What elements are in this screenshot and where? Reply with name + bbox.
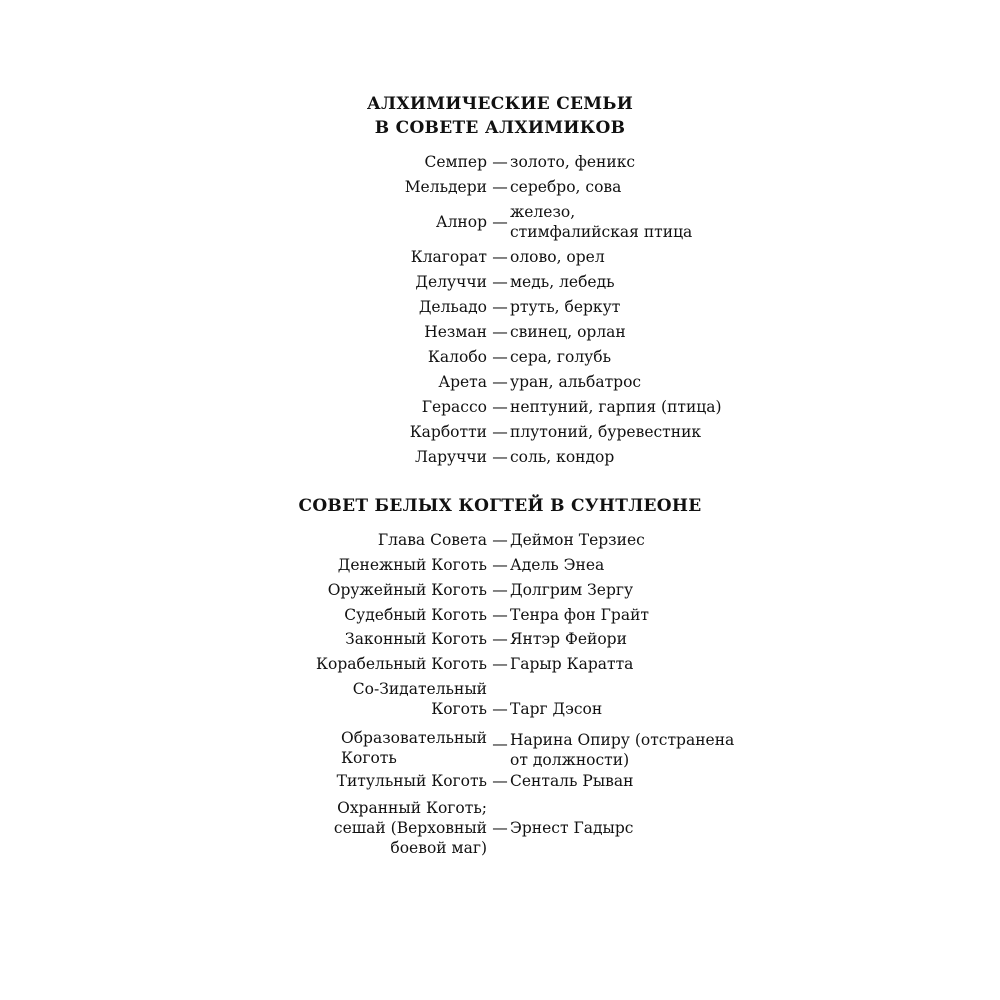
dash: — — [492, 398, 508, 416]
council-position-line: Образовательный — [341, 729, 487, 747]
council-position: Оружейный Коготь — [327, 581, 487, 599]
family-name: Калобо — [427, 348, 487, 366]
family-attributes: золото, феникс — [510, 153, 636, 171]
council-position: Законный Коготь — [345, 630, 487, 648]
council-member: Тенра фон Грайт — [510, 606, 649, 624]
dash: — — [492, 655, 508, 673]
council-member: Гарыр Каратта — [510, 655, 634, 673]
council-position: Корабельный Коготь — [316, 655, 487, 673]
family-name: Незман — [424, 323, 487, 341]
council-position-line: Охранный Коготь; — [337, 799, 487, 817]
family-name: Клагорат — [410, 248, 487, 266]
family-attributes-line: железо, — [510, 203, 576, 221]
council-member: Долгрим Зергу — [510, 581, 634, 599]
dash: — — [492, 348, 508, 366]
council-position-line: Коготь — [431, 700, 487, 718]
dash: — — [492, 213, 508, 231]
council-member — [510, 730, 734, 770]
council-position: Титульный Коготь — [336, 772, 487, 790]
family-attributes: олово, орел — [510, 248, 605, 266]
dash: — — [492, 178, 508, 196]
council-position-line: сешай (Верховный — [333, 819, 487, 837]
council-position-line: Со-Зидательный — [352, 680, 487, 698]
dash: — — [492, 700, 508, 718]
family-attributes: соль, кондор — [510, 448, 615, 466]
council-member: Адель Энеа — [510, 556, 605, 574]
family-name: Дельадо — [418, 298, 487, 316]
family-name: Карботти — [409, 423, 487, 441]
dash: — — [492, 423, 508, 441]
family-attributes: серебро, сова — [510, 178, 622, 196]
council-position-line: боевой маг) — [390, 839, 487, 857]
family-attributes: свинец, орлан — [510, 323, 626, 341]
council-member-line: Нарина Опиру (отстранена — [510, 731, 735, 749]
dash: — — [492, 819, 508, 837]
council-member: Тарг Дэсон — [510, 700, 603, 718]
council-position: Денежный Коготь — [337, 556, 487, 574]
family-name: Делуччи — [415, 273, 487, 291]
council-member: Янтэр Фейори — [510, 630, 627, 648]
family-name: Арета — [438, 373, 487, 391]
dash: — — [492, 531, 508, 549]
dash: — — [492, 581, 508, 599]
list-item — [0, 202, 1000, 242]
council-member: Сенталь Рыван — [510, 772, 634, 790]
list-item — [0, 679, 1000, 719]
family-attributes: плутоний, буревестник — [510, 423, 702, 441]
family-name: Герассо — [421, 398, 487, 416]
council-position — [334, 798, 487, 858]
dash: — — [492, 448, 508, 466]
section-title-white-claws: СОВЕТ БЕЛЫХ КОГТЕЙ В СУНТЛЕОНЕ — [298, 496, 702, 516]
dash: — — [492, 153, 508, 171]
family-attributes: ртуть, беркут — [510, 298, 621, 316]
council-member: Деймон Терзиес — [510, 531, 645, 549]
council-position: Глава Совета — [377, 531, 487, 549]
dash: — — [492, 273, 508, 291]
section-title-line: АЛХИМИЧЕСКИЕ СЕМЬИ — [366, 94, 634, 114]
dash: — — [492, 373, 508, 391]
family-attributes — [510, 202, 692, 242]
dash: — — [492, 323, 508, 341]
family-attributes: нептуний, гарпия (птица) — [510, 398, 722, 416]
council-position: Судебный Коготь — [344, 606, 487, 624]
section-title-alchemical-families — [0, 92, 1000, 140]
family-name: Алнор — [435, 213, 487, 231]
family-attributes: сера, голубь — [510, 348, 612, 366]
family-attributes: медь, лебедь — [510, 273, 615, 291]
dash: — — [492, 606, 508, 624]
council-position — [341, 728, 487, 768]
list-item — [0, 728, 1000, 768]
dash: — — [492, 772, 508, 790]
family-name: Мельдери — [404, 178, 487, 196]
dash: — — [492, 298, 508, 316]
family-name: Ларуччи — [414, 448, 487, 466]
council-position-line: Коготь — [341, 749, 397, 767]
council-member: Эрнест Гадырс — [510, 819, 634, 837]
family-attributes-line: стимфалийская птица — [510, 223, 693, 241]
dash: — — [492, 735, 508, 753]
dash: — — [492, 630, 508, 648]
council-member-line: от должности) — [510, 751, 630, 769]
council-position — [353, 679, 487, 719]
family-attributes: уран, альбатрос — [510, 373, 642, 391]
section-title-line: В СОВЕТЕ АЛХИМИКОВ — [374, 118, 626, 138]
family-name: Семпер — [424, 153, 487, 171]
dash: — — [492, 556, 508, 574]
dash: — — [492, 248, 508, 266]
list-item — [0, 798, 1000, 858]
